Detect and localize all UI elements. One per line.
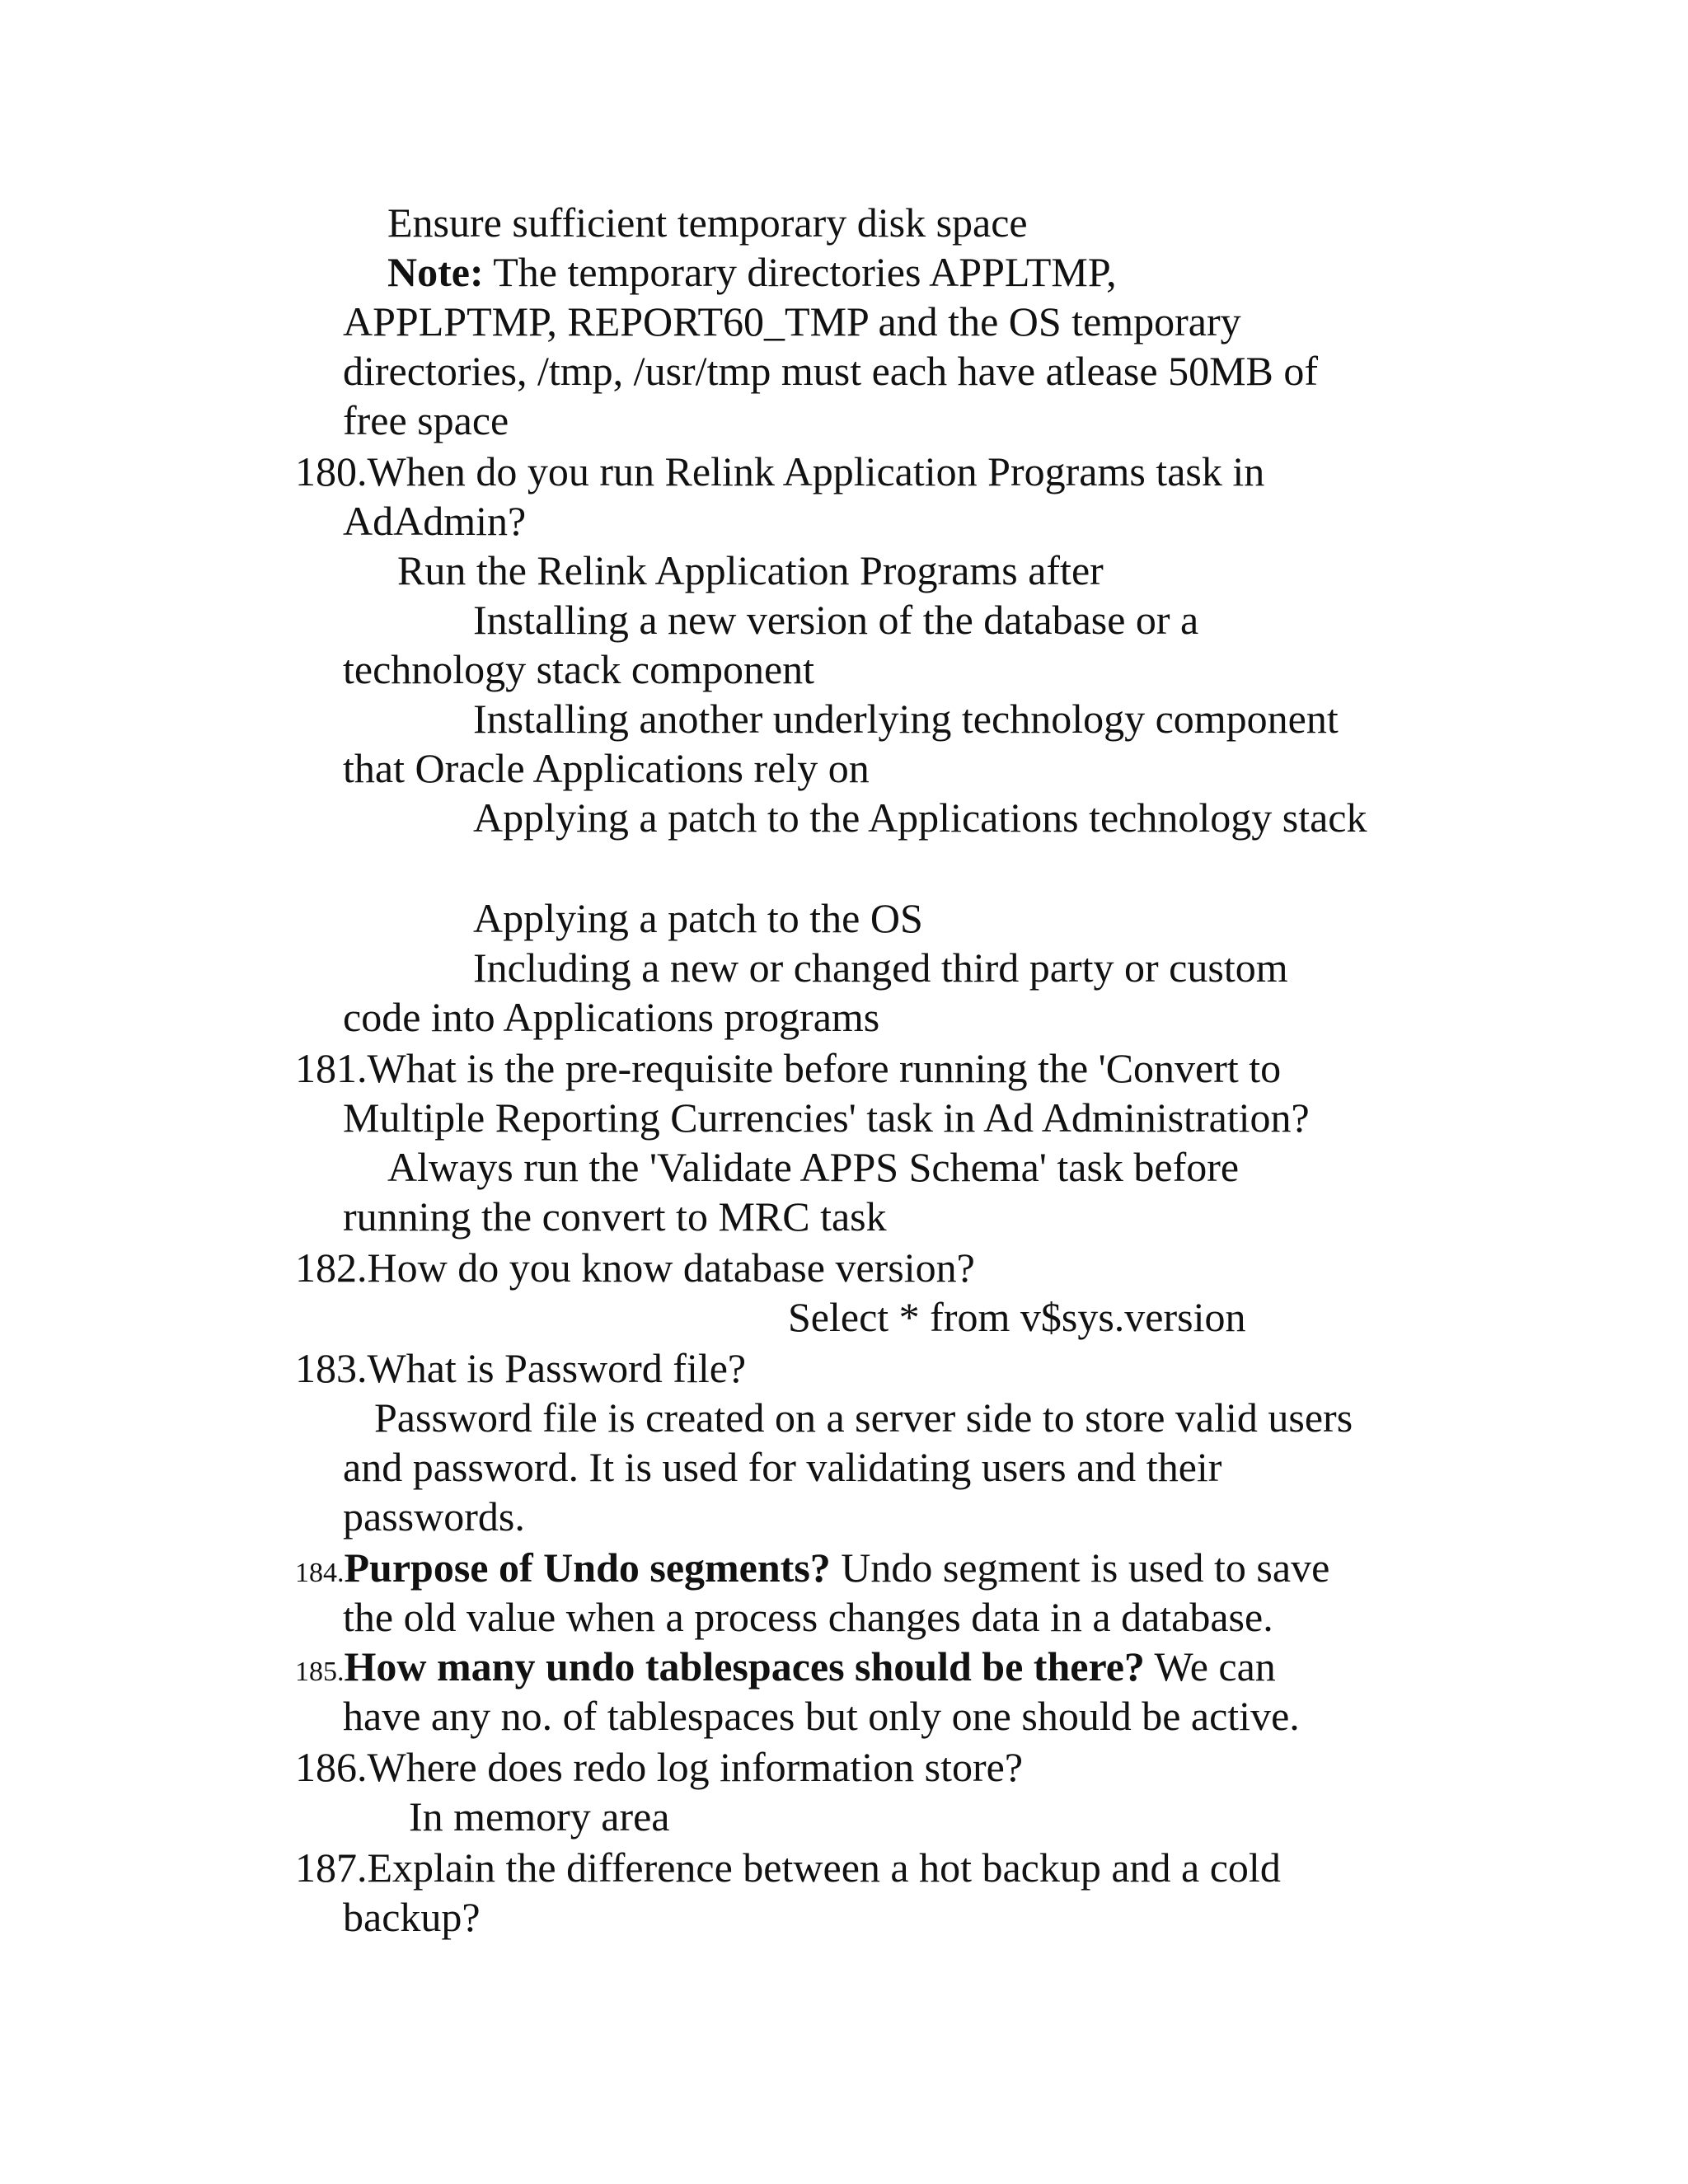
text-line: have any no. of tablespaces but only one should be active. bbox=[343, 1693, 1300, 1739]
question-180: 180.When do you run Relink Application Programs task in bbox=[295, 448, 1265, 494]
note-label: Note: bbox=[387, 249, 484, 295]
answer-181: Always run the 'Validate APPS Schema' task before bbox=[387, 1144, 1240, 1190]
text-line: code into Applications programs bbox=[343, 994, 880, 1040]
text-line: APPLPTMP, REPORT60_TMP and the OS temporary bbox=[343, 298, 1241, 344]
question-187: 187.Explain the difference between a hot backup and a cold bbox=[295, 1844, 1281, 1891]
question-184: 184.Purpose of Undo segments? Undo segment is used to save bbox=[295, 1544, 1330, 1591]
question-182: 182.How do you know database version? bbox=[295, 1244, 975, 1291]
text-line: free space bbox=[343, 397, 509, 443]
text-line: technology stack component bbox=[343, 646, 815, 692]
question-title: Purpose of Undo segments? bbox=[344, 1544, 831, 1591]
text-line: Multiple Reporting Currencies' task in Ad Administration? bbox=[343, 1094, 1310, 1141]
note-line: Note: The temporary directories APPLTMP, bbox=[387, 249, 1117, 295]
text-line: the old value when a process changes data in a database. bbox=[343, 1594, 1273, 1640]
text-line: Ensure sufficient temporary disk space bbox=[387, 199, 1028, 246]
question-number: 185. bbox=[295, 1657, 345, 1687]
text-line: passwords. bbox=[343, 1493, 525, 1540]
question-185: 185.How many undo tablespaces should be there? We can bbox=[295, 1643, 1276, 1690]
question-186: 186.Where does redo log information store? bbox=[295, 1744, 1024, 1790]
answer-182: Select * from v$sys.version bbox=[788, 1294, 1246, 1340]
text-line: backup? bbox=[343, 1894, 481, 1940]
text-line: Applying a patch to the Applications technology stack bbox=[473, 794, 1367, 841]
answer-186: In memory area bbox=[409, 1793, 670, 1840]
answer-183: Password file is created on a server side to store valid users bbox=[374, 1394, 1353, 1441]
answer-180: Run the Relink Application Programs after bbox=[397, 547, 1104, 593]
text-line: and password. It is used for validating users and their bbox=[343, 1444, 1222, 1490]
text-line: Including a new or changed third party or custom bbox=[473, 944, 1288, 991]
text-line: AdAdmin? bbox=[343, 498, 527, 544]
question-181: 181.What is the pre-requisite before running the 'Convert to bbox=[295, 1045, 1282, 1091]
text-line: directories, /tmp, /usr/tmp must each have atlease 50MB of bbox=[343, 348, 1319, 394]
question-title: How many undo tablespaces should be there? bbox=[344, 1643, 1145, 1690]
text-line: Installing another underlying technology component bbox=[473, 696, 1339, 742]
question-183: 183.What is Password file? bbox=[295, 1345, 747, 1391]
text-line: Applying a patch to the OS bbox=[473, 895, 923, 941]
text-line: Installing a new version of the database or a bbox=[473, 597, 1199, 643]
question-number: 184. bbox=[295, 1558, 345, 1588]
text-line: that Oracle Applications rely on bbox=[343, 745, 870, 791]
text-line: running the convert to MRC task bbox=[343, 1193, 887, 1240]
